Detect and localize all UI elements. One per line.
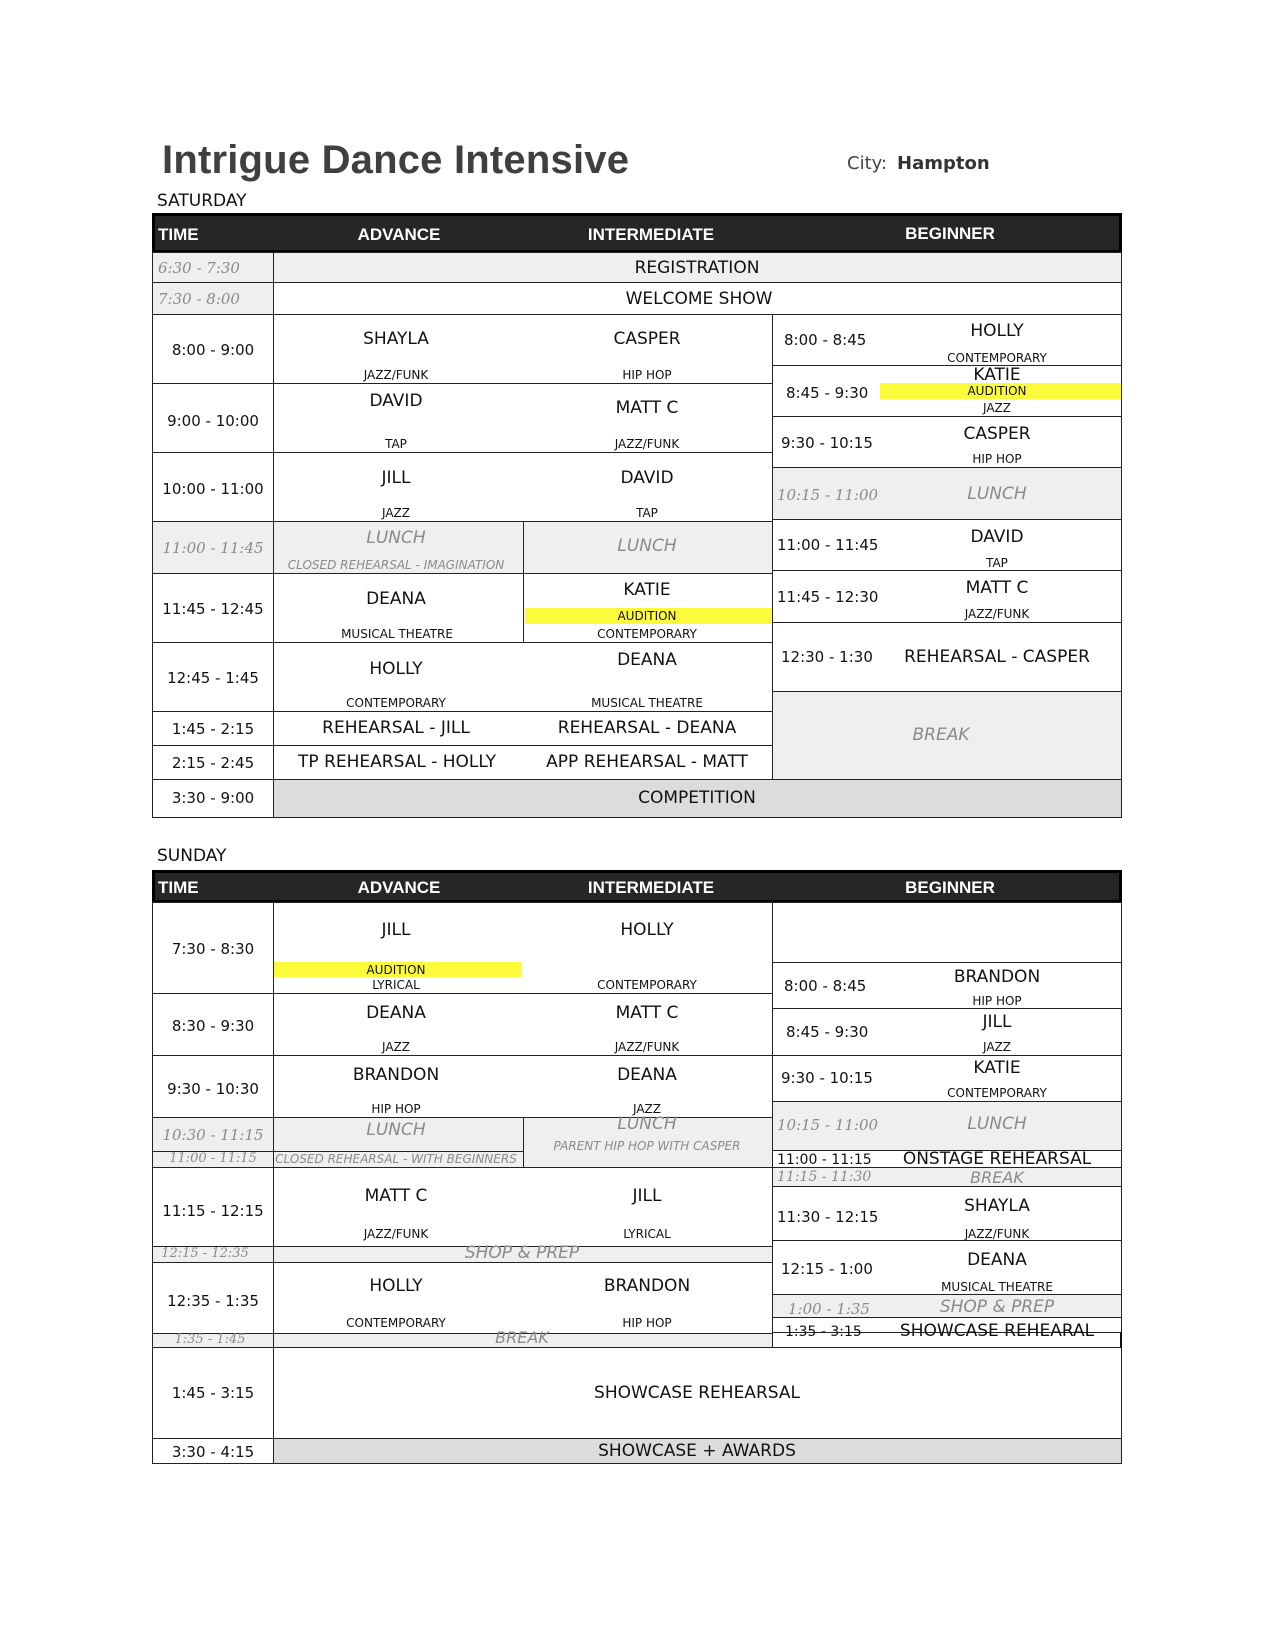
lunch-label: LUNCH <box>617 536 677 556</box>
sunday-label: SUNDAY <box>157 846 227 866</box>
class-instructor: DAVID <box>620 468 674 488</box>
class-instructor: JILL <box>381 920 411 940</box>
beginner-row <box>772 902 1122 963</box>
lunch-label: LUNCH <box>967 484 1027 504</box>
class-instructor: DEANA <box>617 1065 677 1085</box>
time-cell: 11:00 - 11:45 <box>162 539 264 557</box>
class-style: CONTEMPORARY <box>947 1086 1047 1100</box>
class-instructor: KATIE <box>973 365 1021 385</box>
class-style: CONTEMPORARY <box>346 1316 446 1330</box>
rehearsal-label: APP REHEARSAL - MATT <box>546 752 748 772</box>
class-instructor: CASPER <box>963 424 1031 444</box>
time-cell: 6:30 - 7:30 <box>158 259 240 277</box>
time-cell: 8:45 - 9:30 <box>786 1023 869 1041</box>
time-cell: 1:00 - 1:35 <box>788 1300 870 1318</box>
col-intermediate-header: INTERMEDIATE <box>587 878 715 897</box>
rehearsal-label: REHEARSAL - CASPER <box>904 647 1090 667</box>
class-row <box>273 993 773 1056</box>
class-instructor: JILL <box>982 1012 1012 1032</box>
time-cell: 10:15 - 11:00 <box>777 486 879 504</box>
class-style: LYRICAL <box>372 978 420 992</box>
rehearsal-label: REHEARSAL - DEANA <box>557 718 737 738</box>
class-style: CONTEMPORARY <box>346 696 446 710</box>
time-cell: 9:30 - 10:15 <box>781 1069 873 1087</box>
time-cell: 11:45 - 12:30 <box>777 588 879 606</box>
city-label: City: <box>847 153 888 174</box>
class-row <box>273 383 773 453</box>
col-advance-header: ADVANCE <box>357 225 441 244</box>
class-style: JAZZ <box>382 1040 410 1054</box>
class-style: HIP HOP <box>972 452 1022 466</box>
class-style: JAZZ/FUNK <box>614 437 680 451</box>
rehearsal-note: CLOSED REHEARSAL - IMAGINATION <box>287 558 505 572</box>
time-cell: 7:30 - 8:30 <box>171 940 255 958</box>
class-instructor: HOLLY <box>970 321 1024 341</box>
registration-label: REGISTRATION <box>634 258 760 278</box>
class-instructor: BRANDON <box>352 1065 440 1085</box>
class-instructor: KATIE <box>623 580 671 600</box>
class-style: CONTEMPORARY <box>597 627 697 641</box>
class-instructor: BRANDON <box>603 1276 691 1296</box>
class-instructor: DEANA <box>366 1003 426 1023</box>
page-title: Intrigue Dance Intensive <box>162 138 630 182</box>
shop-prep-label: SHOP & PREP <box>939 1297 1055 1317</box>
col-time-header: TIME <box>158 878 199 897</box>
class-style: HIP HOP <box>371 1102 421 1116</box>
break-label: BREAK <box>912 725 970 745</box>
class-style: MUSICAL THEATRE <box>341 627 453 641</box>
time-cell: 12:35 - 1:35 <box>167 1292 259 1310</box>
time-cell: 12:30 - 1:30 <box>781 648 873 666</box>
time-cell: 8:00 - 8:45 <box>784 977 867 995</box>
time-cell: 1:35 - 1:45 <box>174 1332 246 1347</box>
audition-note: AUDITION <box>967 384 1027 398</box>
class-instructor: HOLLY <box>620 920 674 940</box>
break-label: BREAK <box>495 1328 549 1347</box>
class-style: MUSICAL THEATRE <box>941 1280 1053 1294</box>
time-cell: 1:45 - 3:15 <box>171 1384 255 1402</box>
time-cell: 11:45 - 12:45 <box>162 600 264 618</box>
class-instructor: CASPER <box>613 329 681 349</box>
class-style: JAZZ/FUNK <box>363 368 429 382</box>
class-instructor: KATIE <box>973 1058 1021 1078</box>
lunch-label: LUNCH <box>617 1114 677 1134</box>
rehearsal-note: CLOSED REHEARSAL - WITH BEGINNERS <box>275 1152 517 1166</box>
class-style: MUSICAL THEATRE <box>591 696 703 710</box>
class-instructor: MATT C <box>615 398 679 418</box>
class-style: TAP <box>636 506 658 520</box>
time-cell: 10:00 - 11:00 <box>162 480 264 498</box>
break-label: BREAK <box>970 1168 1024 1187</box>
showcase-rehearsal-label: SHOWCASE REHEARSAL <box>594 1383 800 1403</box>
class-style: JAZZ <box>983 401 1011 415</box>
showcase-awards-label: SHOWCASE + AWARDS <box>598 1441 796 1461</box>
audition-note: AUDITION <box>366 963 426 977</box>
class-row <box>273 1167 773 1247</box>
rehearsal-label: TP REHEARSAL - HOLLY <box>298 752 496 772</box>
class-instructor: JILL <box>632 1186 662 1206</box>
class-style: JAZZ <box>983 1040 1011 1054</box>
class-instructor: MATT C <box>615 1003 679 1023</box>
time-cell: 12:15 - 1:00 <box>781 1260 873 1278</box>
time-cell: 9:30 - 10:30 <box>167 1080 259 1098</box>
time-cell: 8:00 - 8:45 <box>784 331 867 349</box>
time-cell: 11:15 - 12:15 <box>162 1202 264 1220</box>
class-instructor: SHAYLA <box>964 1196 1030 1216</box>
class-instructor: HOLLY <box>369 1276 423 1296</box>
class-style: JAZZ/FUNK <box>614 1040 680 1054</box>
col-beginner-header: BEGINNER <box>905 224 995 243</box>
time-cell: 9:00 - 10:00 <box>167 412 259 430</box>
time-cell: 11:30 - 12:15 <box>777 1208 879 1226</box>
time-cell: 7:30 - 8:00 <box>158 290 240 308</box>
city-value: Hampton <box>897 153 990 174</box>
audition-note: AUDITION <box>617 609 677 623</box>
parent-class-note: PARENT HIP HOP WITH CASPER <box>553 1139 741 1153</box>
class-style: HIP HOP <box>622 1316 672 1330</box>
col-beginner-header: BEGINNER <box>905 878 995 897</box>
class-instructor: DEANA <box>967 1250 1027 1270</box>
class-row <box>273 902 773 994</box>
class-style: TAP <box>385 437 407 451</box>
class-instructor: BRANDON <box>953 967 1041 987</box>
class-instructor: MATT C <box>965 578 1029 598</box>
time-cell: 8:30 - 9:30 <box>171 1017 255 1035</box>
class-style: HIP HOP <box>622 368 672 382</box>
class-style: TAP <box>986 556 1008 570</box>
class-row <box>273 452 773 522</box>
class-row <box>273 1055 773 1118</box>
time-cell: 11:15 - 11:30 <box>777 1169 872 1185</box>
time-cell: 12:15 - 12:35 <box>161 1246 249 1261</box>
class-style: JAZZ/FUNK <box>964 1227 1030 1241</box>
class-style: LYRICAL <box>623 1227 671 1241</box>
time-cell: 10:30 - 11:15 <box>162 1126 264 1144</box>
time-cell: 11:00 - 11:15 <box>777 1152 872 1168</box>
time-cell: 9:30 - 10:15 <box>781 434 873 452</box>
class-row <box>273 314 773 384</box>
time-cell: 8:45 - 9:30 <box>786 384 869 402</box>
time-cell: 1:45 - 2:15 <box>171 720 255 738</box>
class-instructor: HOLLY <box>369 659 423 679</box>
class-style: JAZZ <box>633 1102 661 1116</box>
class-instructor: DEANA <box>366 589 426 609</box>
col-intermediate-header: INTERMEDIATE <box>587 225 715 244</box>
lunch-label: LUNCH <box>366 528 426 548</box>
class-instructor: SHAYLA <box>363 329 429 349</box>
col-time-header: TIME <box>158 225 199 244</box>
time-cell: 1:35 - 3:15 <box>785 1324 862 1340</box>
class-style: JAZZ/FUNK <box>363 1227 429 1241</box>
time-cell: 10:15 - 11:00 <box>777 1116 879 1134</box>
rehearsal-label: REHEARSAL - JILL <box>322 718 470 738</box>
saturday-label: SATURDAY <box>157 191 247 211</box>
welcome-show-label: WELCOME SHOW <box>625 289 773 309</box>
class-instructor: MATT C <box>364 1186 428 1206</box>
class-instructor: DAVID <box>369 391 423 411</box>
time-cell: 3:30 - 4:15 <box>171 1443 255 1461</box>
competition-label: COMPETITION <box>638 788 756 808</box>
class-style: HIP HOP <box>972 994 1022 1008</box>
lunch-label: LUNCH <box>967 1114 1027 1134</box>
time-cell: 11:00 - 11:15 <box>169 1151 257 1166</box>
time-cell: 2:15 - 2:45 <box>171 754 255 772</box>
time-cell: 12:45 - 1:45 <box>167 669 259 687</box>
class-style: CONTEMPORARY <box>597 978 697 992</box>
rehearsal-label: ONSTAGE REHEARSAL <box>902 1149 1092 1169</box>
class-instructor: DAVID <box>970 527 1024 547</box>
class-instructor: JILL <box>381 468 411 488</box>
class-style: CONTEMPORARY <box>947 351 1047 365</box>
rehearsal-label: SHOWCASE REHEARAL <box>899 1321 1095 1341</box>
time-cell: 11:00 - 11:45 <box>777 536 879 554</box>
col-advance-header: ADVANCE <box>357 878 441 897</box>
class-instructor: DEANA <box>617 650 677 670</box>
time-cell: 8:00 - 9:00 <box>171 341 255 359</box>
lunch-label: LUNCH <box>366 1120 426 1140</box>
shop-prep-label: SHOP & PREP <box>464 1243 580 1263</box>
class-style: JAZZ <box>382 506 410 520</box>
time-cell: 3:30 - 9:00 <box>171 789 255 807</box>
class-style: JAZZ/FUNK <box>964 607 1030 621</box>
